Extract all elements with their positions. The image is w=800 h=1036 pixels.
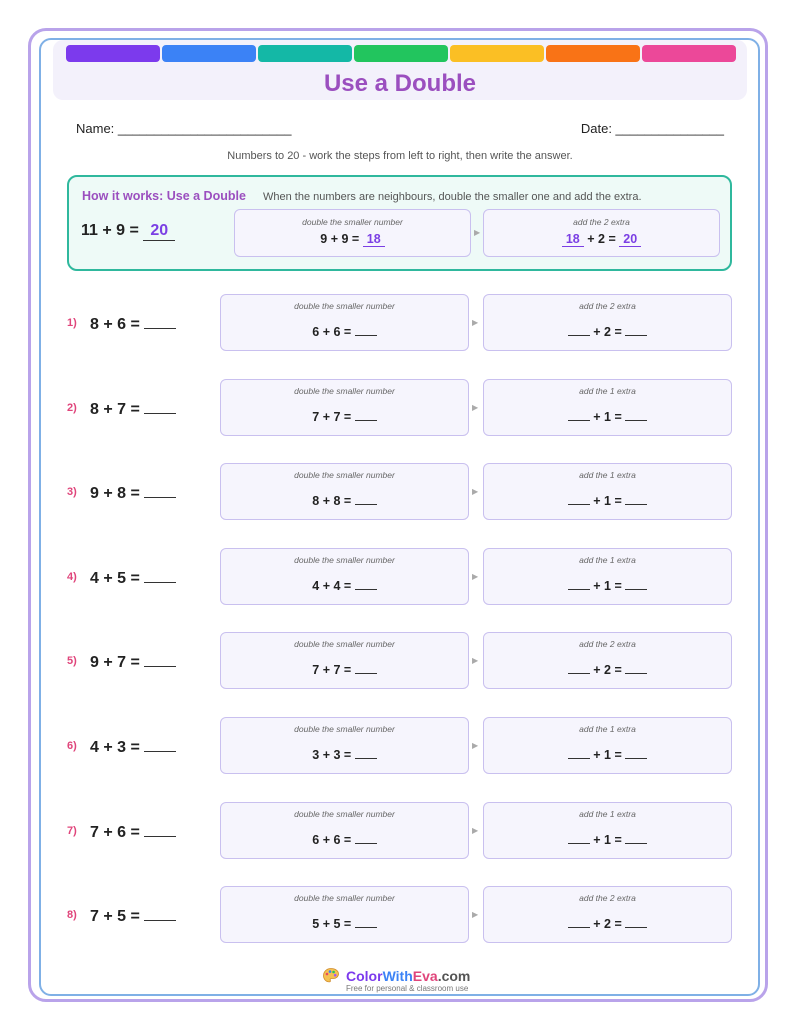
example-problem <box>81 222 175 241</box>
step1-equation-text: 8 + 8 = <box>312 494 352 509</box>
problem-answer-blank[interactable] <box>144 822 176 837</box>
footer-logo <box>322 967 470 985</box>
step2-answer-blank[interactable] <box>625 746 647 759</box>
example-step2-box <box>483 209 720 257</box>
step2-equation <box>484 915 731 931</box>
step1-caption: double the smaller number <box>294 893 395 904</box>
problem-equation <box>90 314 176 334</box>
step1-equation <box>221 746 468 762</box>
example-heading: How it works: Use a Double <box>82 189 246 203</box>
step2-start-blank[interactable] <box>568 577 590 590</box>
problem-number: 4) <box>67 570 77 583</box>
step2-equation-text: + 2 = <box>593 325 622 339</box>
example-step1-box <box>234 209 471 257</box>
step1-answer-blank[interactable] <box>355 492 377 505</box>
problem-equation <box>90 822 176 842</box>
step2-start-blank[interactable] <box>568 746 590 759</box>
rainbow-segment <box>354 45 448 62</box>
step2-box <box>483 548 732 605</box>
brand-with: With <box>382 968 413 984</box>
instructions: Numbers to 20 - work the steps from left to right, then write the answer. <box>227 150 573 162</box>
step2-answer-blank[interactable] <box>625 831 647 844</box>
brand-color: Color <box>346 968 383 984</box>
step2-start-blank[interactable] <box>568 661 590 674</box>
step1-answer-blank[interactable] <box>355 831 377 844</box>
problem-number: 8) <box>67 909 77 922</box>
step2-answer-blank[interactable] <box>625 323 647 336</box>
step2-answer-blank[interactable] <box>625 661 647 674</box>
step2-caption: add the 1 extra <box>579 808 636 819</box>
step2-equation <box>484 661 731 677</box>
step2-equation <box>484 831 731 847</box>
step1-caption: double the smaller number <box>294 724 395 734</box>
step1-box <box>220 717 469 774</box>
example-step1-left: 9 + 9 = <box>320 232 360 246</box>
example-box <box>67 175 732 271</box>
step2-equation-text: + 1 = <box>593 832 622 847</box>
step2-answer-blank[interactable] <box>625 408 647 421</box>
rainbow-stripe <box>66 45 736 62</box>
step2-equation <box>484 408 731 424</box>
problem-equation-text: 4 + 5 = <box>90 569 140 587</box>
step2-caption: add the 1 extra <box>579 470 636 481</box>
arrow-right-icon: ▶ <box>472 741 479 750</box>
example-step1-equation <box>235 232 470 247</box>
step1-equation-text: 5 + 5 = <box>312 917 352 932</box>
step2-start-blank[interactable] <box>568 831 590 844</box>
problem-number: 2) <box>67 401 77 414</box>
rainbow-segment <box>642 45 736 62</box>
step2-equation <box>484 746 731 762</box>
problem-number: 5) <box>67 655 77 668</box>
example-step2-mid: + 2 = <box>587 232 616 246</box>
problem-number: 1) <box>67 317 77 329</box>
problem-answer-blank[interactable] <box>144 652 176 667</box>
brand-eva: Eva <box>412 968 438 984</box>
step2-equation-text: + 1 = <box>593 578 622 593</box>
step2-caption: add the 1 extra <box>579 724 636 734</box>
step2-start-blank[interactable] <box>568 915 590 928</box>
step2-box <box>483 379 732 436</box>
problem-equation-text: 7 + 6 = <box>90 823 140 841</box>
step1-equation-text: 3 + 3 = <box>312 748 352 762</box>
step1-answer-blank[interactable] <box>355 408 377 421</box>
name-field[interactable]: Name: ________________________ <box>76 121 292 136</box>
problem-equation-text: 8 + 6 = <box>90 316 140 333</box>
problem-equation <box>90 568 176 588</box>
rainbow-segment <box>162 45 256 62</box>
problem-equation-text: 9 + 7 = <box>90 654 140 672</box>
step2-answer-blank[interactable] <box>625 915 647 928</box>
footer-tagline: Free for personal & classroom use <box>346 984 469 993</box>
problem-answer-blank[interactable] <box>144 568 176 583</box>
example-step1-caption: double the smaller number <box>302 217 403 227</box>
problem-equation <box>90 652 176 672</box>
problem-answer-blank[interactable] <box>144 399 176 414</box>
step1-equation <box>221 831 468 847</box>
step2-equation <box>484 577 731 593</box>
step1-box <box>220 379 469 436</box>
step1-answer-blank[interactable] <box>355 577 377 590</box>
step2-equation <box>484 323 731 339</box>
step1-box <box>220 886 469 943</box>
step1-answer-blank[interactable] <box>355 915 377 928</box>
step2-caption: add the 2 extra <box>579 893 636 904</box>
example-step2-answer: 20 <box>619 232 641 247</box>
step2-caption: add the 1 extra <box>579 385 636 396</box>
example-step1-answer: 18 <box>363 232 385 247</box>
step2-box <box>483 802 732 859</box>
problem-answer-blank[interactable] <box>144 906 176 921</box>
step2-box <box>483 886 732 943</box>
problem-equation-text: 9 + 8 = <box>90 485 140 503</box>
step2-equation-text: + 2 = <box>593 663 622 678</box>
problem-equation <box>90 737 176 757</box>
step1-equation-text: 7 + 7 = <box>312 663 352 678</box>
brand-com: .com <box>437 968 471 984</box>
step1-box <box>220 463 469 520</box>
step2-equation-text: + 1 = <box>593 494 622 509</box>
problem-answer-blank[interactable] <box>144 314 176 329</box>
arrow-right-icon: ▶ <box>472 318 479 327</box>
problem-equation-text: 4 + 3 = <box>90 739 140 756</box>
step2-caption: add the 1 extra <box>579 554 636 565</box>
step1-caption: double the smaller number <box>294 554 395 565</box>
step2-equation-text: + 1 = <box>593 409 622 424</box>
step1-answer-blank[interactable] <box>355 661 377 674</box>
arrow-right-icon: ▶ <box>472 402 479 412</box>
arrow-right-icon: ▶ <box>472 656 479 666</box>
step1-equation <box>221 408 468 424</box>
step1-box <box>220 294 469 351</box>
step1-box <box>220 548 469 605</box>
step2-answer-blank[interactable] <box>625 492 647 505</box>
problem-equation-text: 7 + 5 = <box>90 908 140 926</box>
example-description: When the numbers are neighbours, double the smaller one and add the extra. <box>263 191 642 203</box>
step1-box <box>220 632 469 689</box>
arrow-right-icon: ▶ <box>474 228 481 237</box>
step1-answer-blank[interactable] <box>355 746 377 759</box>
step2-start-blank[interactable] <box>568 492 590 505</box>
rainbow-segment <box>450 45 544 62</box>
page-title: Use a Double <box>323 70 477 97</box>
step1-caption: double the smaller number <box>294 385 395 396</box>
step2-equation <box>484 492 731 508</box>
step2-box <box>483 632 732 689</box>
arrow-right-icon: ▶ <box>472 825 479 835</box>
problem-answer-blank[interactable] <box>144 737 176 752</box>
step2-box <box>483 294 732 351</box>
step2-equation-text: + 1 = <box>593 748 622 762</box>
step1-equation-text: 7 + 7 = <box>312 409 352 424</box>
step2-box <box>483 463 732 520</box>
step1-caption: double the smaller number <box>294 470 395 481</box>
arrow-right-icon: ▶ <box>472 487 479 497</box>
step1-equation-text: 6 + 6 = <box>312 832 352 847</box>
step2-caption: add the 2 extra <box>579 639 636 650</box>
rainbow-segment <box>258 45 352 62</box>
example-step2-caption: add the 2 extra <box>573 217 630 227</box>
step1-box <box>220 802 469 859</box>
step2-caption: add the 2 extra <box>579 301 636 311</box>
example-equation: 11 + 9 = <box>81 222 139 239</box>
problem-number: 6) <box>67 740 77 752</box>
step1-answer-blank[interactable] <box>355 323 377 336</box>
step1-equation <box>221 323 468 339</box>
step1-equation-text: 4 + 4 = <box>312 578 352 593</box>
rainbow-segment <box>546 45 640 62</box>
problem-equation <box>90 906 176 926</box>
step1-equation <box>221 492 468 508</box>
problem-answer-blank[interactable] <box>144 483 176 498</box>
example-answer: 20 <box>143 222 175 241</box>
step1-equation <box>221 915 468 931</box>
problem-equation-text: 8 + 7 = <box>90 400 140 418</box>
date-field[interactable]: Date: _______________ <box>580 121 724 136</box>
problem-number: 7) <box>67 824 77 837</box>
problem-number: 3) <box>67 486 77 499</box>
rainbow-segment <box>66 45 160 62</box>
step2-start-blank[interactable] <box>568 323 590 336</box>
step1-equation <box>221 661 468 677</box>
step1-caption: double the smaller number <box>294 301 395 311</box>
step2-box <box>483 717 732 774</box>
problem-equation <box>90 399 176 419</box>
step1-caption: double the smaller number <box>294 639 395 650</box>
example-step2-equation <box>484 232 719 247</box>
step1-equation-text: 6 + 6 = <box>312 325 352 339</box>
step2-answer-blank[interactable] <box>625 577 647 590</box>
arrow-right-icon: ▶ <box>472 910 479 920</box>
step2-equation-text: + 2 = <box>593 917 622 932</box>
step1-caption: double the smaller number <box>294 808 395 819</box>
step2-start-blank[interactable] <box>568 408 590 421</box>
arrow-right-icon: ▶ <box>472 571 479 581</box>
step1-equation <box>221 577 468 593</box>
example-step2-start: 18 <box>562 232 584 247</box>
problem-equation <box>90 483 176 503</box>
palette-icon <box>322 967 340 985</box>
